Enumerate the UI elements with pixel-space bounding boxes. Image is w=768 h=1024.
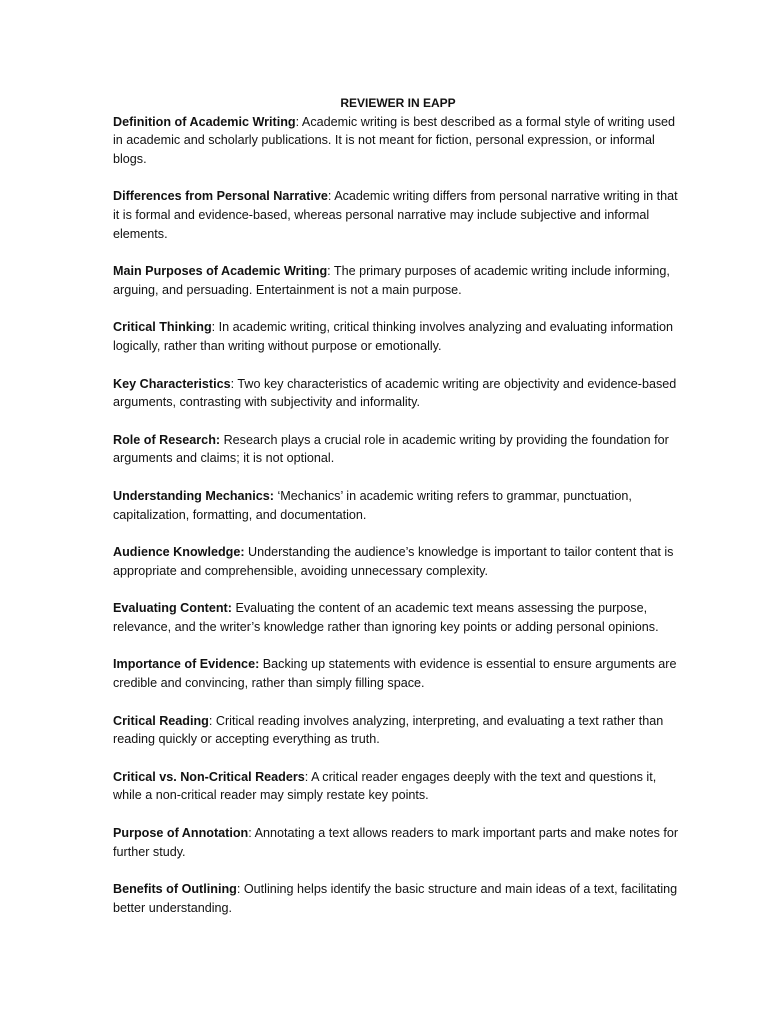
entry-separator: :: [304, 769, 309, 784]
entry-benefits-of-outlining: [113, 880, 683, 917]
entry-separator: :: [327, 189, 332, 204]
entry-key-characteristics: [113, 375, 683, 412]
entry-role-of-research: [113, 431, 683, 468]
document-body: [113, 94, 683, 936]
entry-term: Main Purposes of Academic Writing: [113, 264, 328, 279]
entry-importance-of-evidence: [113, 655, 683, 692]
entry-text: Annotating a text allows readers to mark important parts and make notes for further study.: [113, 826, 679, 859]
entry-term: Role of Research:: [113, 432, 221, 447]
entry-understanding-mechanics: [113, 487, 683, 524]
entry-term: Critical vs. Non-Critical Readers: [113, 769, 305, 784]
entry-text: The primary purposes of academic writing include informing, arguing, and persuading. Entertainment is not a main purpose.: [113, 264, 670, 297]
entry-separator: :: [295, 114, 300, 129]
entry-separator: :: [248, 826, 252, 841]
entry-critical-reading: [113, 712, 683, 749]
entry-separator: :: [236, 882, 241, 897]
entry-main-purposes: [113, 262, 683, 299]
document-title: REVIEWER IN EAPP: [340, 96, 456, 110]
entry-text: ‘Mechanics’ in academic writing refers to grammar, punctuation, capitalization, formatting, and documentation.: [113, 488, 632, 522]
entry-term: Benefits of Outlining: [113, 882, 237, 897]
entry-text: Two key characteristics of academic writing are objectivity and evidence-based arguments, contrasting with subjectivity and informality.: [113, 376, 677, 410]
entry-term: Critical Thinking: [113, 320, 212, 335]
entry-separator: :: [327, 264, 331, 279]
entry-critical-thinking: [113, 318, 683, 355]
entry-term: Key Characteristics: [113, 376, 231, 391]
entry-text: Outlining helps identify the basic structure and main ideas of a text, facilitating better understanding.: [113, 882, 678, 915]
entry-term: Differences from Personal Narrative: [113, 189, 328, 204]
entry-term: Audience Knowledge:: [113, 545, 245, 560]
entry-text: Backing up statements with evidence is essential to ensure arguments are credible and convincing, rather than simply filling space.: [113, 657, 677, 691]
entry-purpose-of-annotation: [113, 824, 683, 861]
entry-text: Understanding the audience’s knowledge is important to tailor content that is appropriate and comprehensible, avoiding unnecessary complexity.: [113, 545, 674, 578]
entry-text: Research plays a crucial role in academic writing by providing the foundation for arguments and claims; it is not optional.: [113, 432, 669, 466]
entry-differences-from-personal-narrative: [113, 187, 683, 243]
entry-separator: :: [208, 713, 213, 728]
entry-separator: :: [211, 320, 216, 335]
entry-text: Academic writing differs from personal narrative writing in that it is formal and evidence-based, whereas personal narrative may include subjective and informal elements.: [113, 189, 678, 241]
entry-term: Critical Reading: [113, 713, 209, 728]
entry-text: A critical reader engages deeply with the text and questions it, while a non-critical reader may simply restate key points.: [113, 769, 657, 803]
entry-term: Definition of Academic Writing: [113, 114, 296, 129]
entry-audience-knowledge: [113, 543, 683, 580]
entry-term: Purpose of Annotation: [113, 826, 249, 841]
entry-text: Evaluating the content of an academic text means assessing the purpose, relevance, and the writer’s knowledge rather than ignoring key points or adding personal opinions.: [113, 601, 659, 634]
entry-separator: :: [230, 376, 235, 391]
entry-definition-of-academic-writing: [113, 113, 683, 169]
entry-term: Understanding Mechanics:: [113, 488, 274, 503]
entry-text: Critical reading involves analyzing, interpreting, and evaluating a text rather than reading quickly or accepting everything as truth.: [113, 713, 664, 747]
entry-text: Academic writing is best described as a formal style of writing used in academic and scholarly publications. It is not meant for fiction, personal expression, or informal blogs.: [113, 114, 676, 166]
entry-text: In academic writing, critical thinking involves analyzing and evaluating information logically, rather than writing without purpose or emotionally.: [113, 320, 673, 353]
entry-evaluating-content: [113, 599, 683, 636]
entry-term: Evaluating Content:: [113, 601, 232, 616]
entry-term: Importance of Evidence:: [113, 657, 260, 672]
entry-critical-vs-non-critical-readers: [113, 768, 683, 805]
